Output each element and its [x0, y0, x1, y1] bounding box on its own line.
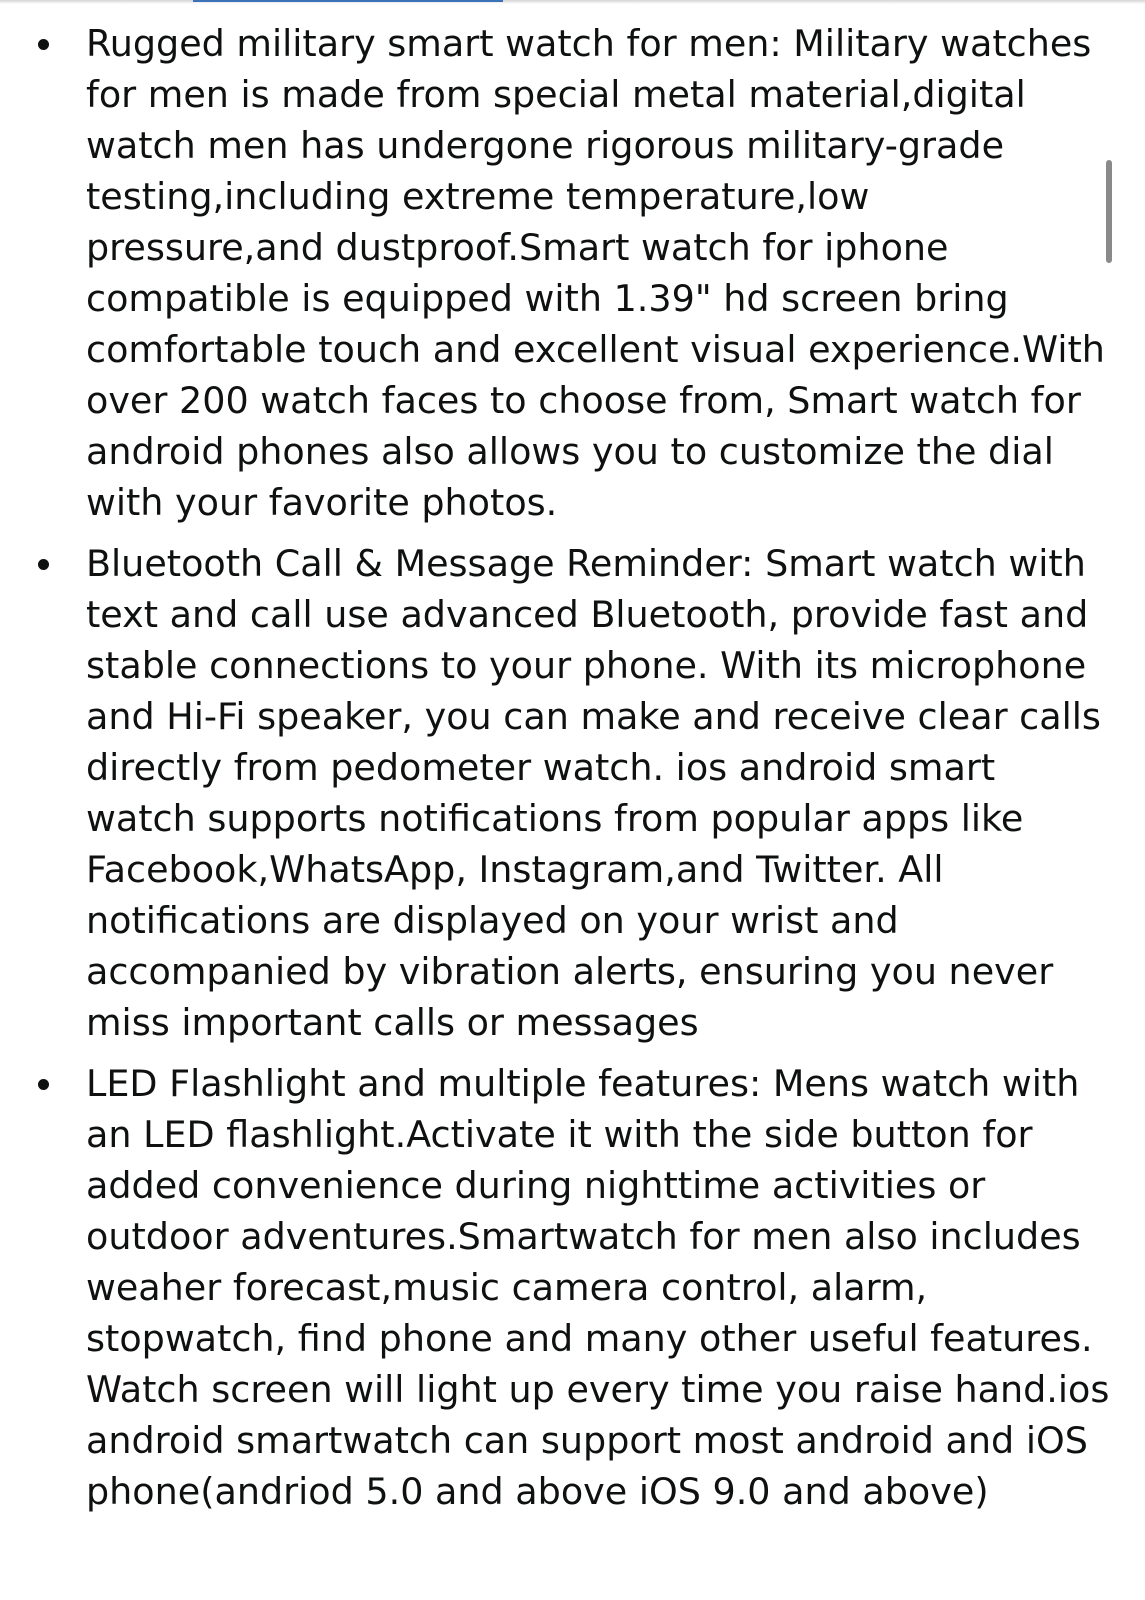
feature-bullet-text: LED Flashlight and multiple features: Mens watch with an LED flashlight.Activate it with the side button for added convenience during nighttime activities or outdoor adventures.Smartwatch for men also includes weaher forecast,music camera control, alarm, stopwatch, find phone and many other useful features. Watch screen will light up every time you raise hand.ios android smartwatch can support most android and iOS phone(andriod 5.0 and above iOS 9.0 and above): [86, 1062, 1110, 1513]
bullet-dot-icon: [38, 1079, 49, 1090]
feature-bullet-text: Bluetooth Call & Message Reminder: Smart watch with text and call use advanced Bluetooth, provide fast and stable connections to your phone. With its microphone and Hi-Fi speaker, you can make and receive clear calls directly from pedometer watch. ios android smart watch supports notifications from popular apps like Facebook,WhatsApp, Instagram,and Twitter. All notifications are displayed on your wrist and accompanied by vibration alerts, ensuring you never miss important calls or messages: [86, 542, 1101, 1044]
feature-bullet-bluetooth-call: [0, 538, 1145, 1048]
truncated-link-underline[interactable]: [193, 0, 503, 2]
bullet-dot-icon: [38, 559, 49, 570]
vertical-scrollbar[interactable]: [1106, 160, 1112, 263]
feature-bullet-rugged: [0, 18, 1145, 528]
top-edge-shadow: [0, 0, 1145, 4]
feature-bullet-text: Rugged military smart watch for men: Military watches for men is made from special metal material,digital watch men has undergone rigorous military-grade testing,including extreme temperature,low pressure,and dustproof.Smart watch for iphone compatible is equipped with 1.39" hd screen bring comfortable touch and excellent visual experience.With over 200 watch faces to choose from, Smart watch for android phones also allows you to customize the dial with your favorite photos.: [86, 22, 1105, 524]
feature-bullet-list: [0, 18, 1145, 1527]
bullet-dot-icon: [38, 39, 49, 50]
feature-bullet-led-flashlight: [0, 1058, 1145, 1517]
